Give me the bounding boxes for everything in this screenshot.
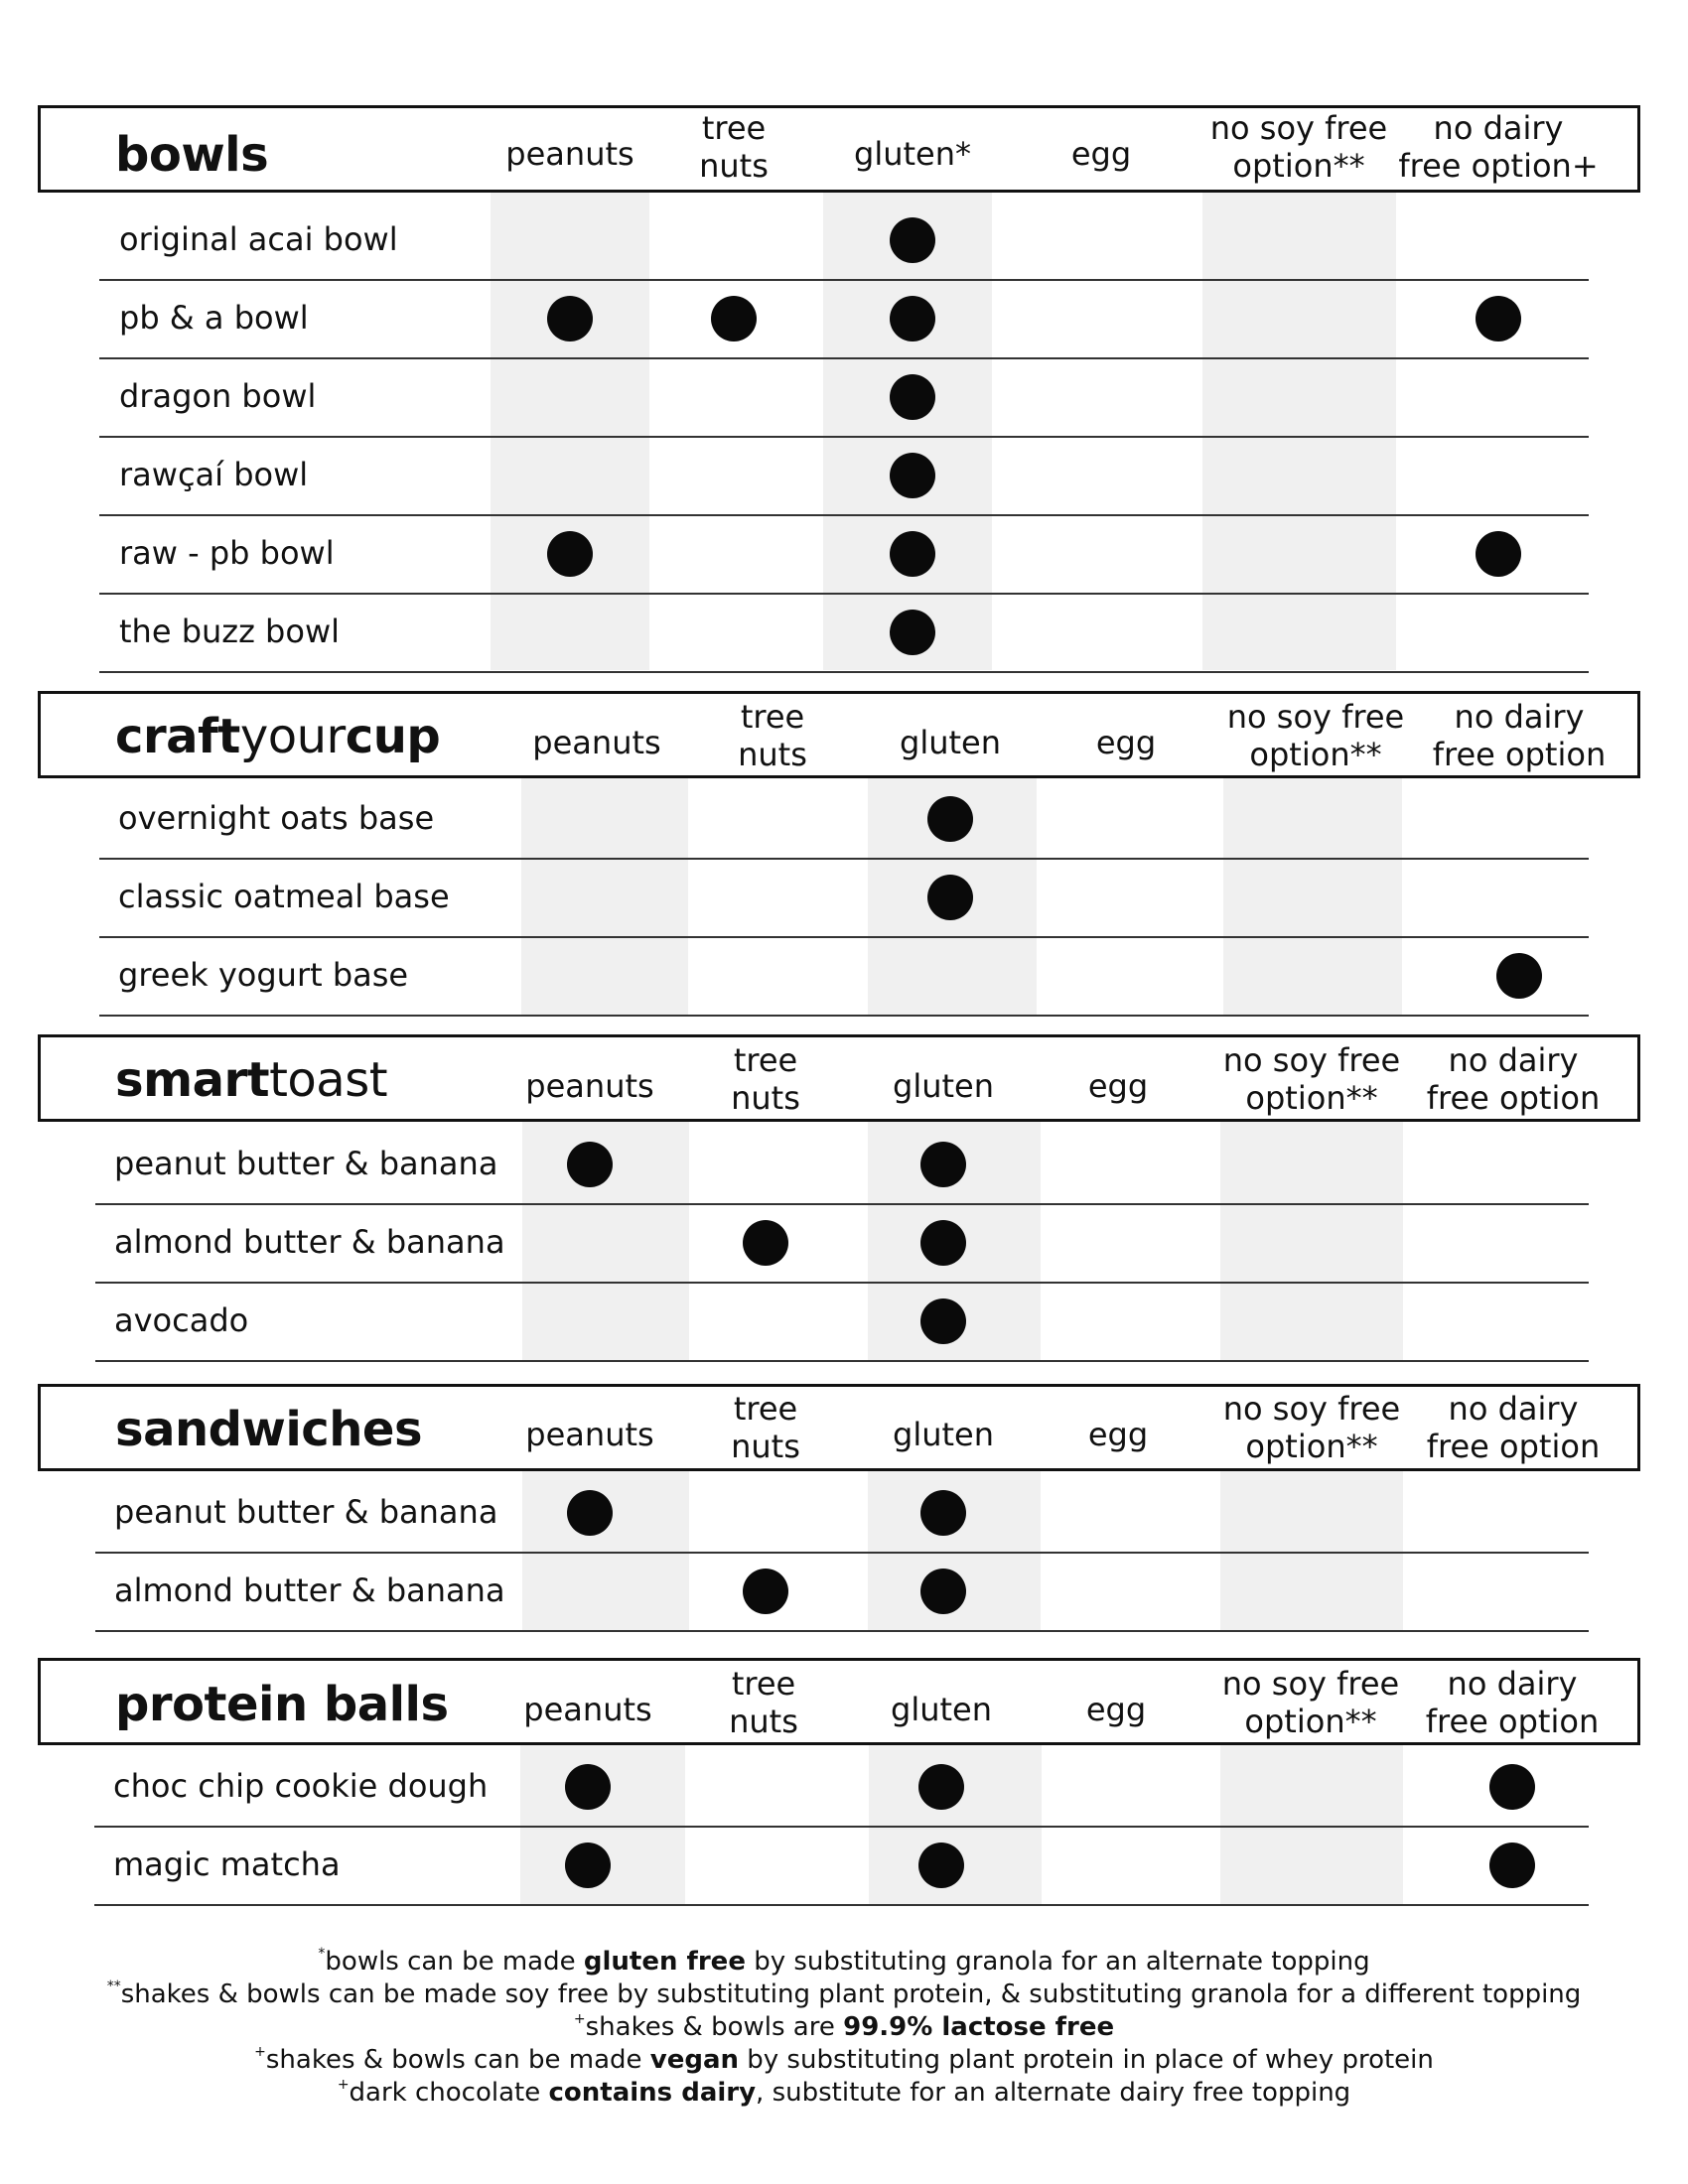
craft-column-header: tree nuts	[738, 698, 807, 773]
protein-column-header: no dairy free option	[1425, 1665, 1600, 1740]
bowls-allergen-dot	[890, 217, 935, 263]
toast-allergen-dot	[567, 1142, 613, 1187]
bowls-section-title: bowls	[115, 127, 269, 183]
craft-row-divider	[99, 1015, 1589, 1017]
sandwiches-section-title: sandwiches	[115, 1402, 423, 1457]
protein-allergen-dot	[918, 1764, 964, 1810]
bowls-row-label: original acai bowl	[119, 220, 398, 258]
craft-allergen-dot	[1496, 953, 1542, 999]
bowls-column-header: egg	[1070, 135, 1132, 173]
protein-column-header: gluten	[891, 1691, 992, 1728]
bowls-row-divider	[99, 279, 1589, 281]
bowls-allergen-dot	[890, 531, 935, 577]
toast-allergen-dot	[920, 1298, 966, 1344]
toast-column-header: egg	[1087, 1067, 1149, 1105]
protein-row-label: choc chip cookie dough	[113, 1767, 489, 1805]
sandwiches-column-header: egg	[1087, 1416, 1149, 1453]
sandwiches-allergen-dot	[920, 1569, 966, 1614]
protein-column-header: egg	[1085, 1691, 1147, 1728]
bowls-row-divider	[99, 357, 1589, 359]
bowls-column-header: tree nuts	[699, 109, 769, 185]
sandwiches-allergen-dot	[743, 1569, 788, 1614]
toast-row-divider	[95, 1360, 1589, 1362]
sandwiches-column-header: tree nuts	[731, 1390, 800, 1465]
toast-allergen-dot	[743, 1220, 788, 1266]
craft-column-header: peanuts	[532, 724, 661, 761]
craft-row-label: greek yogurt base	[118, 956, 409, 994]
craft-row-divider	[99, 936, 1589, 938]
bowls-row-divider	[99, 671, 1589, 673]
bowls-allergen-dot	[547, 531, 593, 577]
craft-column-stripe	[1223, 778, 1402, 1016]
bowls-column-header: no soy free option**	[1209, 109, 1388, 185]
sandwiches-column-stripe	[1220, 1471, 1403, 1630]
protein-allergen-dot	[1489, 1764, 1535, 1810]
toast-row-label: avocado	[114, 1301, 249, 1339]
craft-column-header: gluten	[900, 724, 1001, 761]
bowls-column-stripe	[823, 193, 992, 670]
sandwiches-row-divider	[95, 1630, 1589, 1632]
protein-column-header: peanuts	[523, 1691, 652, 1728]
toast-allergen-dot	[920, 1220, 966, 1266]
bowls-row-divider	[99, 436, 1589, 438]
protein-allergen-dot	[1489, 1843, 1535, 1888]
bowls-row-label: rawçaí bowl	[119, 456, 309, 493]
sandwiches-column-stripe	[522, 1471, 689, 1630]
toast-column-stripe	[1220, 1122, 1403, 1361]
craft-row-label: classic oatmeal base	[118, 878, 450, 915]
toast-section-title: smarttoast	[115, 1052, 388, 1108]
protein-column-stripe	[1220, 1745, 1403, 1904]
toast-row-label: almond butter & banana	[114, 1223, 505, 1261]
sandwiches-row-divider	[95, 1552, 1589, 1554]
bowls-column-header: peanuts	[505, 135, 634, 173]
sandwiches-row-label: almond butter & banana	[114, 1571, 505, 1609]
bowls-row-label: raw - pb bowl	[119, 534, 335, 572]
toast-allergen-dot	[920, 1142, 966, 1187]
craft-allergen-dot	[927, 796, 973, 842]
bowls-allergen-dot	[890, 453, 935, 498]
bowls-allergen-dot	[711, 296, 757, 341]
toast-row-divider	[95, 1282, 1589, 1284]
sandwiches-column-header: gluten	[893, 1416, 994, 1453]
sandwiches-allergen-dot	[920, 1490, 966, 1536]
bowls-allergen-dot	[890, 610, 935, 655]
sandwiches-column-header: no soy free option**	[1222, 1390, 1401, 1465]
toast-column-header: peanuts	[525, 1067, 654, 1105]
toast-row-label: peanut butter & banana	[114, 1145, 498, 1182]
bowls-column-header: gluten*	[854, 135, 971, 173]
protein-section-title: protein balls	[115, 1677, 449, 1732]
protein-row-divider	[94, 1904, 1589, 1906]
footnote-lactose: +shakes & bowls are 99.9% lactose free	[573, 2011, 1115, 2042]
footnote-dark-chocolate: +dark chocolate contains dairy, substitute for an alternate dairy free topping	[337, 2077, 1351, 2108]
bowls-row-label: pb & a bowl	[119, 299, 309, 337]
bowls-allergen-dot	[1476, 531, 1521, 577]
protein-allergen-dot	[565, 1843, 611, 1888]
protein-allergen-dot	[565, 1764, 611, 1810]
craft-row-label: overnight oats base	[118, 799, 435, 837]
craft-column-header: no dairy free option	[1432, 698, 1607, 773]
craft-column-header: egg	[1095, 724, 1157, 761]
sandwiches-column-header: no dairy free option	[1426, 1390, 1601, 1465]
bowls-allergen-dot	[1476, 296, 1521, 341]
bowls-column-stripe	[491, 193, 649, 670]
bowls-allergen-dot	[890, 374, 935, 420]
bowls-row-divider	[99, 593, 1589, 595]
sandwiches-column-header: peanuts	[525, 1416, 654, 1453]
bowls-row-label: dragon bowl	[119, 377, 317, 415]
sandwiches-allergen-dot	[567, 1490, 613, 1536]
protein-row-divider	[94, 1826, 1589, 1828]
bowls-allergen-dot	[547, 296, 593, 341]
toast-column-header: gluten	[893, 1067, 994, 1105]
bowls-row-divider	[99, 514, 1589, 516]
bowls-allergen-dot	[890, 296, 935, 341]
craft-row-divider	[99, 858, 1589, 860]
craft-allergen-dot	[927, 875, 973, 920]
craft-column-header: no soy free option**	[1226, 698, 1405, 773]
toast-column-header: no soy free option**	[1222, 1041, 1401, 1117]
protein-column-header: tree nuts	[729, 1665, 798, 1740]
toast-column-header: tree nuts	[731, 1041, 800, 1117]
footnote-soy: **shakes & bowls can be made soy free by substituting plant protein, & substituting granola for a different topping	[106, 1979, 1582, 2009]
bowls-row-label: the buzz bowl	[119, 613, 340, 650]
footnote-vegan: +shakes & bowls can be made vegan by substituting plant protein in place of whey protein	[254, 2044, 1434, 2075]
toast-column-header: no dairy free option	[1426, 1041, 1601, 1117]
bowls-column-stripe	[1202, 193, 1396, 670]
footnote-gluten: *bowls can be made gluten free by substituting granola for an alternate topping	[318, 1946, 1370, 1977]
toast-row-divider	[95, 1203, 1589, 1205]
protein-row-label: magic matcha	[113, 1845, 341, 1883]
bowls-column-header: no dairy free option+	[1398, 109, 1599, 185]
craft-section-title: craftyourcup	[115, 709, 441, 764]
protein-column-header: no soy free option**	[1221, 1665, 1400, 1740]
sandwiches-row-label: peanut butter & banana	[114, 1493, 498, 1531]
protein-allergen-dot	[918, 1843, 964, 1888]
craft-column-stripe	[521, 778, 688, 1016]
